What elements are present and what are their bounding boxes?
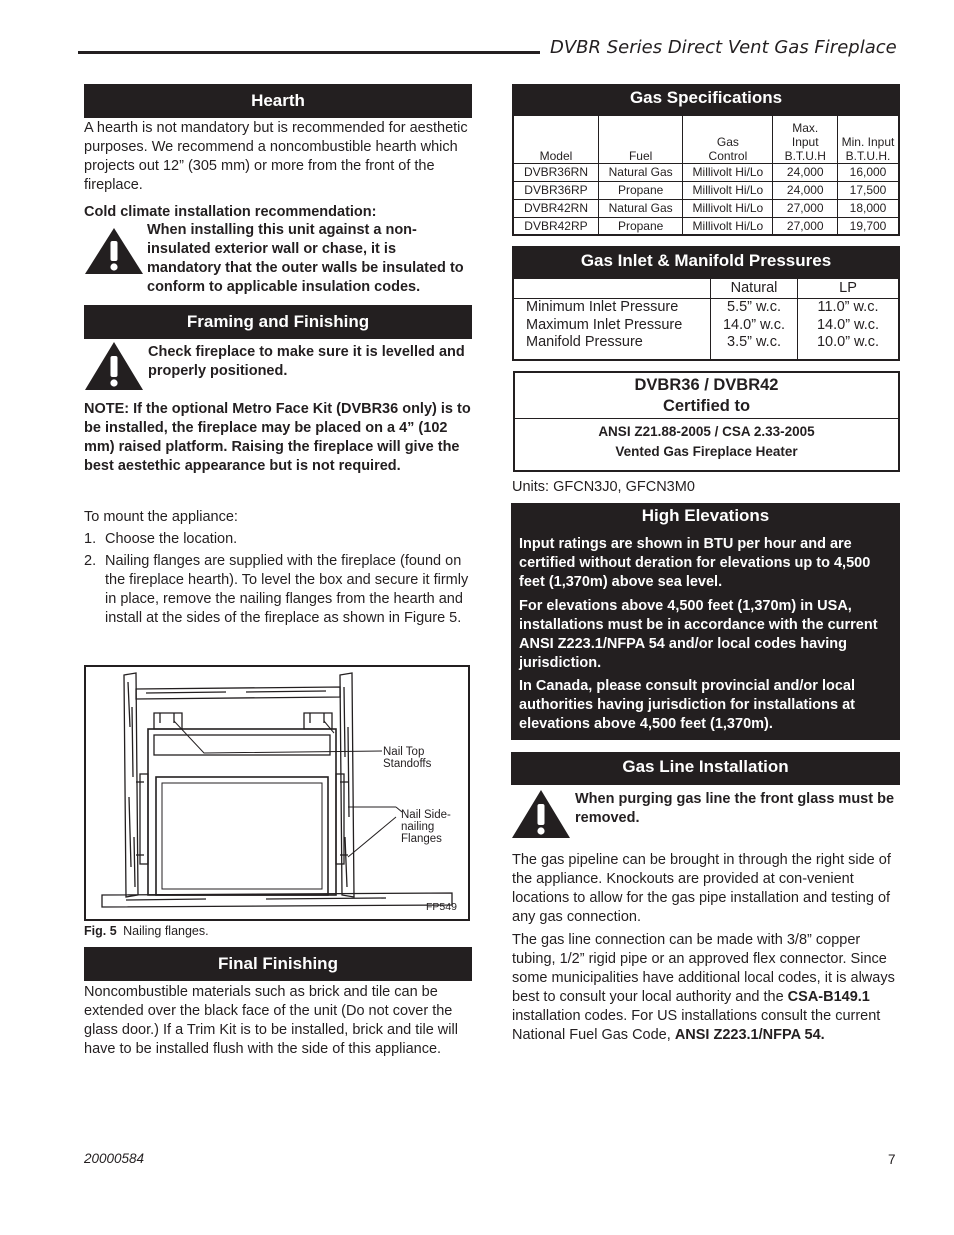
hearth-body: A hearth is not mandatory but is recommended for aesthetic purposes. We recommend a noncombustible hearth which projects out 12” (305 mm) or more from the front of the fireplace. — [84, 120, 468, 193]
gas-specs-table — [512, 114, 900, 236]
table-cell: Propane — [598, 181, 682, 199]
mount-intro: To mount the appliance: — [84, 509, 238, 525]
step-text: Choose the location. — [105, 531, 238, 547]
table-cell: Millivolt Hi/Lo — [683, 163, 773, 181]
table-cell: DVBR36RP — [513, 181, 598, 199]
table-cell: DVBR42RN — [513, 199, 598, 217]
mount-step-1 — [84, 530, 472, 549]
table-cell: 5.5” w.c. — [711, 298, 798, 316]
table-row — [513, 199, 899, 217]
final-finishing-heading — [84, 947, 472, 981]
level-warning-text: Check fireplace to make sure it is levelled and properly positioned. — [148, 344, 465, 379]
col-header — [513, 278, 711, 298]
framing-heading-text: Framing and Finishing — [186, 312, 370, 331]
figure-caption — [84, 924, 209, 938]
cert-title-models: DVBR36 / DVBR42 — [634, 376, 779, 394]
final-finishing-heading-text: Final Finishing — [218, 954, 338, 973]
step-text: Nailing flanges are supplied with the fireplace (found on the fireplace hearth). To level the box and secure it firmly in place, remove the nailing flanges from the hearth and install at the sides of the fireplace as shown in Figure 5. — [105, 553, 469, 626]
pressures-table — [512, 277, 900, 361]
metro-face-note: NOTE: If the optional Metro Face Kit (DVBR36 only) is to be installed, the fireplace may be placed on a 4” (102 mm) raised platform. Raising the fireplace will give the best aestethic appearance but is not required. — [84, 401, 471, 474]
table-cell: 3.5” w.c. — [711, 334, 798, 360]
table-row — [513, 334, 899, 360]
gas-line-text-a: The gas line connection can be made with 3/8” copper tubing, 1/2” rigid pipe or an approved flex connector. Since some municipalities have additional local codes, it is always best to consult your local authority and the — [512, 932, 895, 1005]
fireplace-framing-drawing — [86, 667, 468, 919]
col-header: LP — [798, 278, 900, 298]
table-cell: 14.0” w.c. — [798, 316, 900, 334]
col-header: Fuel — [598, 115, 682, 163]
warning-icon — [511, 789, 571, 839]
table-cell: 27,000 — [773, 217, 838, 235]
col-header: Model — [513, 115, 598, 163]
table-cell: Minimum Inlet Pressure — [513, 298, 711, 316]
table-cell: DVBR36RN — [513, 163, 598, 181]
elevations-paragraph-3: In Canada, please consult provincial and/or local authorities having jurisdiction for installations at elevations above 4,500 feet (1,370m). — [519, 678, 856, 732]
elevations-paragraph-2: For elevations above 4,500 feet (1,370m) in USA, installations must be in accordance with the current ANSI Z223.1/NFPA 54 and/or local codes having jurisdiction. — [519, 598, 878, 671]
cert-title-certified: Certified to — [662, 397, 751, 415]
nail-top-standoffs-label: Nail Top Standoffs — [383, 746, 432, 770]
col-header: Natural — [711, 278, 798, 298]
cert-standard: ANSI Z21.88-2005 / CSA 2.33-2005 — [598, 424, 815, 439]
table-cell: 16,000 — [838, 163, 900, 181]
table-cell: Natural Gas — [598, 199, 682, 217]
gas-specs-heading-text: Gas Specifications — [629, 88, 783, 107]
mount-step-2 — [84, 552, 472, 628]
table-cell: Manifold Pressure — [513, 334, 711, 360]
table-cell: 19,700 — [838, 217, 900, 235]
step-number: 2. — [84, 553, 97, 569]
table-cell: Natural Gas — [598, 163, 682, 181]
csa-code: CSA-B149.1 — [787, 989, 870, 1005]
hearth-heading — [84, 84, 472, 118]
pressures-heading — [512, 246, 900, 277]
step-number: 1. — [84, 531, 97, 547]
table-row — [513, 298, 899, 316]
cert-product: Vented Gas Fireplace Heater — [615, 444, 798, 459]
table-row — [513, 217, 899, 235]
table-cell: Millivolt Hi/Lo — [683, 199, 773, 217]
cert-title — [515, 373, 898, 419]
high-elevations-box — [511, 503, 900, 740]
table-cell: Maximum Inlet Pressure — [513, 316, 711, 334]
gas-line-paragraph-2 — [512, 931, 900, 1045]
cert-units: Units: GFCN3J0, GFCN3M0 — [512, 479, 695, 495]
table-cell: 27,000 — [773, 199, 838, 217]
page-header-title: DVBR Series Direct Vent Gas Fireplace — [550, 37, 897, 58]
cold-climate-title: Cold climate installation recommendation: — [84, 204, 377, 220]
table-row — [513, 163, 899, 181]
document-number: 20000584 — [84, 1151, 145, 1166]
table-cell: 10.0” w.c. — [798, 334, 900, 360]
high-elevations-heading: High Elevations — [641, 506, 770, 525]
figure-caption-text: Nailing flanges. — [123, 924, 209, 938]
table-cell: 18,000 — [838, 199, 900, 217]
table-cell: Millivolt Hi/Lo — [683, 181, 773, 199]
table-cell: 14.0” w.c. — [711, 316, 798, 334]
table-row — [513, 316, 899, 334]
warning-icon — [84, 341, 144, 391]
gas-line-paragraph-1: The gas pipeline can be brought in through the right side of the appliance. Knockouts are provided at con-venient locations to allow for the gas pipe installation and testing of any gas connection. — [512, 852, 891, 925]
gas-specs-heading — [512, 84, 900, 114]
figure-caption-number: Fig. 5 — [84, 924, 117, 938]
col-header: Max. Input B.T.U.H — [773, 115, 838, 163]
elevations-paragraph-1: Input ratings are shown in BTU per hour and are certified without deration for elevations up to 4,500 feet (1,370m) above sea level. — [519, 536, 871, 590]
table-cell: Propane — [598, 217, 682, 235]
nail-side-flanges-label: Nail Side-nailing Flanges — [401, 809, 451, 845]
header-rule — [78, 51, 540, 54]
warning-icon — [84, 227, 144, 275]
figure-5 — [84, 665, 470, 921]
framing-heading — [84, 305, 472, 339]
gas-line-text-c: installation codes. For US installations consult the current National Fuel Gas Code, — [512, 1008, 881, 1043]
table-cell: 11.0” w.c. — [798, 298, 900, 316]
col-header: Gas Control — [683, 115, 773, 163]
table-cell: DVBR42RP — [513, 217, 598, 235]
hearth-heading-text: Hearth — [251, 91, 305, 110]
ansi-code: ANSI Z223.1/NFPA 54. — [674, 1027, 825, 1043]
final-finishing-body: Noncombustible materials such as brick and tile can be extended over the black face of the unit (Do not cover the glass door.) If a Trim Kit is to be installed, brick and tile will have to be installed flush with the side of this appliance. — [84, 984, 458, 1057]
certification-box — [513, 371, 900, 472]
table-cell: 17,500 — [838, 181, 900, 199]
purge-warning-text: When purging gas line the front glass must be removed. — [575, 791, 895, 826]
table-cell: Millivolt Hi/Lo — [683, 217, 773, 235]
gas-line-heading — [511, 752, 900, 785]
gas-line-heading-text: Gas Line Installation — [622, 757, 789, 776]
pressures-heading-text: Gas Inlet & Manifold Pressures — [580, 251, 832, 270]
table-cell: 24,000 — [773, 181, 838, 199]
table-cell: 24,000 — [773, 163, 838, 181]
table-row — [513, 181, 899, 199]
insulation-warning-text: When installing this unit against a non-insulated exterior wall or chase, it is mandatory that the outer walls be insulated to conform to applicable insulation codes. — [147, 222, 464, 295]
col-header: Min. Input B.T.U.H. — [838, 115, 900, 163]
page-number: 7 — [888, 1152, 896, 1167]
figure-code: FP549 — [426, 901, 457, 913]
